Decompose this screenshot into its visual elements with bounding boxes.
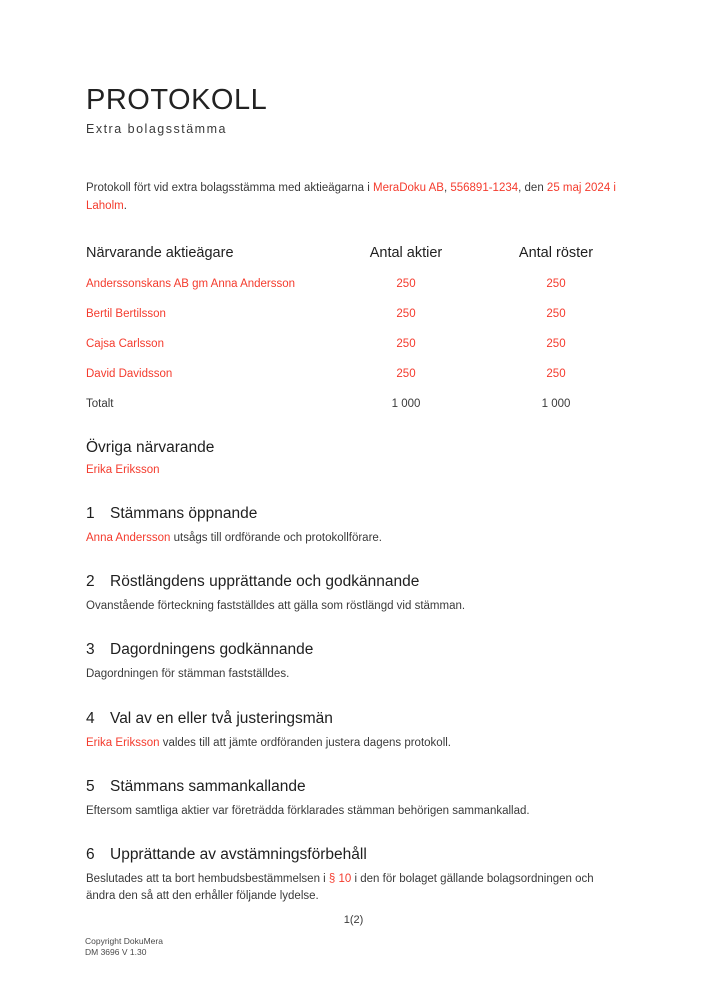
section-title: Dagordningens godkännande	[110, 641, 314, 659]
header-shareholders: Närvarande aktieägare	[86, 244, 234, 261]
others-present-heading: Övriga närvarande	[86, 438, 215, 456]
section-body	[86, 803, 620, 820]
cell-shares: 250	[396, 367, 416, 380]
cell-shares: 250	[396, 277, 416, 290]
section-heading	[86, 844, 620, 865]
section-heading	[86, 571, 620, 592]
section-2	[86, 571, 620, 615]
section-body	[86, 871, 620, 906]
header-votes: Antal röster	[518, 244, 594, 261]
header-shares: Antal aktier	[369, 244, 443, 261]
page-subtitle: Extra bolagsstämma	[86, 122, 227, 137]
section-title: Upprättande av avstämningsförbehåll	[110, 846, 367, 864]
filled-field-text: 556891-1234	[450, 182, 519, 195]
cell-votes: 250	[546, 367, 566, 380]
section-heading	[86, 503, 620, 524]
filled-field-text: § 10	[328, 873, 352, 886]
section-number: 4	[86, 709, 95, 727]
table-row	[86, 389, 620, 419]
section-body	[86, 735, 620, 752]
page-number: 1(2)	[343, 914, 364, 926]
section-number: 1	[86, 504, 95, 522]
section-title: Stämmans öppnande	[110, 504, 258, 522]
filled-field-text: 25 maj 2024 i Laholm	[86, 182, 616, 212]
table-row	[86, 299, 620, 329]
filled-field-text: Erika Eriksson	[86, 736, 160, 749]
text-run: Beslutades att ta bort hembudsbestämmelsen i	[86, 873, 329, 886]
text-run: i den för bolaget gällande bolagsordningen och ändra den så att den erhåller följande lydelse.	[86, 873, 594, 903]
text-run: ,	[443, 182, 451, 195]
cell-name: David Davidsson	[86, 367, 173, 380]
cell-votes: 1 000	[541, 397, 571, 410]
cell-shares: 250	[396, 337, 416, 350]
text-run: utsågs till ordförande och protokollförare.	[170, 531, 382, 544]
cell-votes: 250	[546, 337, 566, 350]
text-run: , den	[518, 182, 547, 195]
sections-container	[86, 503, 620, 906]
attendees-table	[86, 243, 620, 419]
copyright-footer	[85, 936, 163, 959]
section-4	[86, 708, 620, 752]
attendees-table-header	[86, 243, 620, 263]
section-1	[86, 503, 620, 547]
copyright-line2: DM 3696 V 1.30	[85, 947, 147, 958]
cell-name: Cajsa Carlsson	[86, 337, 164, 350]
cell-name: Anderssonskans AB gm Anna Andersson	[86, 277, 296, 290]
page-title: PROTOKOLL	[86, 84, 268, 116]
cell-name: Totalt	[86, 397, 114, 410]
table-row	[86, 329, 620, 359]
text-run: Ovanstående förteckning fastställdes att gälla som röstlängd vid stämman.	[86, 600, 466, 613]
section-5	[86, 776, 620, 820]
others-present-block	[86, 437, 620, 479]
table-row	[86, 269, 620, 299]
section-heading	[86, 708, 620, 729]
cell-name: Bertil Bertilsson	[86, 307, 166, 320]
section-heading	[86, 776, 620, 797]
cell-shares: 1 000	[391, 397, 421, 410]
section-body	[86, 598, 620, 615]
section-3	[86, 639, 620, 683]
section-title: Röstlängdens upprättande och godkännande	[110, 573, 420, 591]
filled-field-text: Anna Andersson	[86, 531, 171, 544]
section-number: 3	[86, 641, 95, 659]
text-run: Protokoll fört vid extra bolagsstämma med aktieägarna i	[86, 182, 373, 195]
table-row	[86, 359, 620, 389]
attendees-table-body	[86, 269, 620, 419]
others-present-name: Erika Eriksson	[86, 463, 160, 476]
text-run: Eftersom samtliga aktier var företrädda förklarades stämman behörigen sammankallad.	[86, 804, 530, 817]
filled-field-text: MeraDoku AB	[373, 182, 444, 195]
section-heading	[86, 639, 620, 660]
text-run: .	[123, 199, 127, 212]
text-run: Dagordningen för stämman fastställdes.	[86, 668, 290, 681]
cell-votes: 250	[546, 307, 566, 320]
intro-paragraph	[86, 180, 620, 215]
section-number: 6	[86, 846, 95, 864]
section-body	[86, 666, 620, 683]
section-title: Val av en eller två justeringsmän	[110, 709, 333, 727]
text-run: valdes till att jämte ordföranden justera dagens protokoll.	[159, 736, 451, 749]
section-title: Stämmans sammankallande	[110, 777, 306, 795]
cell-shares: 250	[396, 307, 416, 320]
section-body	[86, 530, 620, 547]
cell-votes: 250	[546, 277, 566, 290]
section-number: 5	[86, 777, 95, 795]
section-number: 2	[86, 573, 95, 591]
copyright-line1: Copyright DokuMera	[85, 936, 163, 946]
section-6	[86, 844, 620, 906]
